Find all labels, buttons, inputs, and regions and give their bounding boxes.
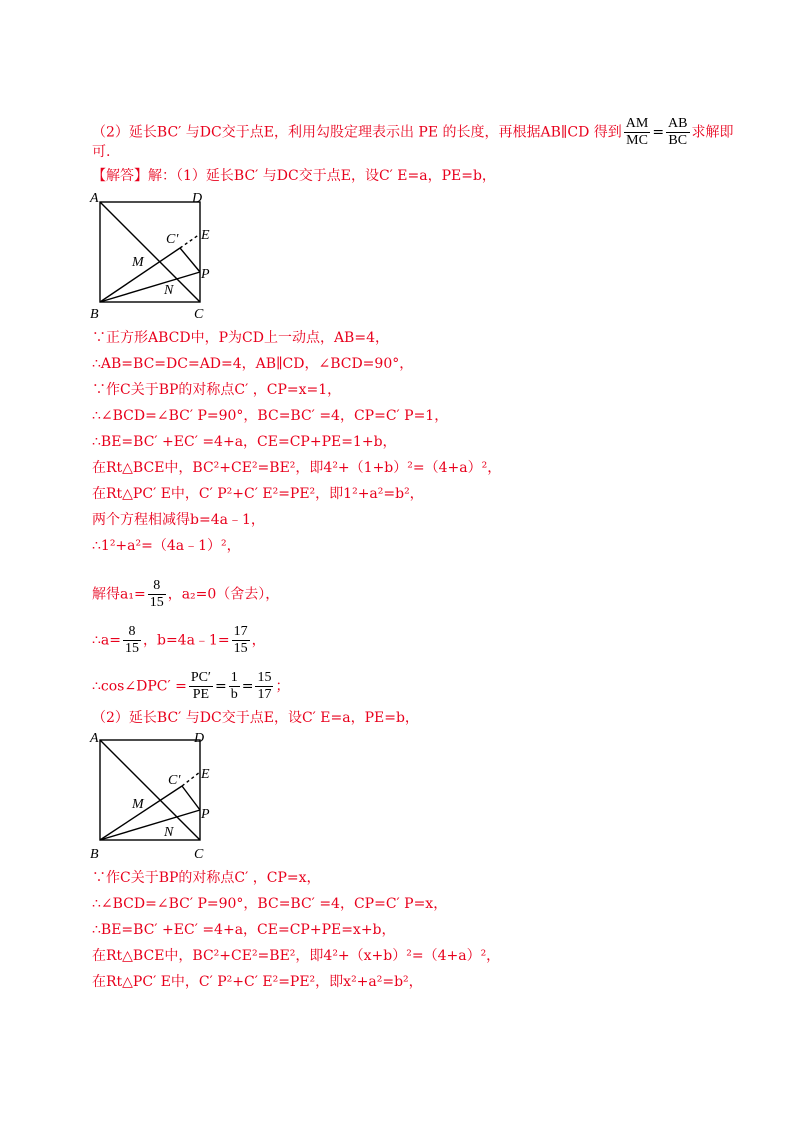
- fraction-numerator: 17: [233, 624, 248, 639]
- fraction-1-b: [229, 670, 240, 703]
- fraction-denominator: 17: [257, 687, 272, 702]
- text-segment: ，b=4a﹣1=: [142, 632, 230, 649]
- solution-line: ∴∠BCD=∠BC′ P=90°，BC=BC′ =4，CP=C′ P=x，: [92, 896, 448, 912]
- label-e: E: [201, 228, 210, 243]
- label-m: M: [132, 797, 144, 812]
- solution-line: ∵正方形ABCD中，P为CD上一动点，AB=4，: [92, 330, 389, 346]
- text-segment: ∴cos∠DPC′ =: [92, 678, 187, 695]
- answer-header: 【解答】解：（1）延长BC′ 与DC交于点E，设C′ E=a，PE=b，: [92, 168, 496, 184]
- solution-line: ∵作C关于BP的对称点C′ ，CP=x，: [92, 870, 321, 886]
- solution-line: （2）延长BC′ 与DC交于点E，设C′ E=a，PE=b，: [92, 710, 419, 726]
- label-c: C: [194, 847, 204, 862]
- solution-line: 在Rt△BCE中，BC²+CE²=BE²，即4²+（1+b）²=（4+a）²，: [92, 460, 502, 476]
- solution-line: 两个方程相减得b=4a﹣1，: [92, 512, 265, 528]
- label-d: D: [194, 731, 205, 746]
- fraction-numerator: AB: [668, 116, 688, 131]
- solution-line: ∴cos∠DPC′ = $\frac{PC'}{PE}$ = $\frac{1}{b}$ = $\frac{15}{17}$ ；: [92, 670, 290, 702]
- text-segment: 解得a₁=: [92, 586, 146, 603]
- fraction-denominator: PE: [192, 687, 210, 702]
- segment-c-prime-e: [180, 234, 200, 248]
- label-a: A: [90, 191, 99, 206]
- label-e: E: [201, 767, 210, 782]
- fraction-8-15: [123, 624, 141, 657]
- label-m: M: [132, 255, 144, 270]
- solution-line: 可.: [92, 144, 111, 160]
- label-c-prime: C′: [166, 232, 179, 247]
- fraction-numerator: AM: [625, 116, 649, 131]
- solution-line: 在Rt△PC′ E中，C′ P²+C′ E²=PE²，即1²+a²=b²，: [92, 486, 424, 502]
- square-figure-2: [88, 728, 228, 868]
- solution-line: 在Rt△PC′ E中，C′ P²+C′ E²=PE²，即x²+a²=b²，: [92, 974, 423, 990]
- solution-line: ∴BE=BC′ +EC′ =4+a，CE=CP+PE=x+b，: [92, 922, 396, 938]
- segment-c-prime-p: [180, 248, 200, 272]
- label-p: P: [201, 267, 210, 282]
- text-segment: 求解即: [691, 124, 734, 141]
- solution-line: ∴BE=BC′ +EC′ =4+a，CE=CP+PE=1+b，: [92, 434, 397, 450]
- fraction-denominator: b: [230, 687, 238, 702]
- text-segment: ，a₂=0（舍去），: [167, 586, 280, 603]
- fraction-denominator: MC: [626, 133, 648, 148]
- label-d: D: [192, 191, 203, 206]
- label-a: A: [90, 731, 99, 746]
- fraction-numerator: 8: [148, 578, 166, 595]
- fraction-numerator: PC′: [190, 670, 211, 685]
- fraction-pc-pe: [189, 670, 213, 703]
- fraction-numerator: 15: [257, 670, 272, 685]
- fraction-ab-bc: [666, 116, 689, 149]
- fraction-denominator: 15: [149, 595, 164, 610]
- fraction-denominator: 15: [124, 641, 139, 656]
- solution-line: [92, 624, 266, 657]
- segment-c-prime-e: [182, 772, 200, 786]
- text-segment: ，: [251, 632, 266, 649]
- solution-line: 在Rt△BCE中，BC²+CE²=BE²，即4²+（x+b）²=（4+a）²，: [92, 948, 501, 964]
- label-c-prime: C′: [168, 773, 181, 788]
- text-segment: ∴a=: [92, 632, 121, 649]
- solution-line: ∴∠BCD=∠BC′ P=90°，BC=BC′ =4，CP=C′ P=1，: [92, 408, 449, 424]
- label-n: N: [164, 825, 174, 840]
- fraction-denominator: BC: [668, 133, 688, 148]
- fraction-denominator: 15: [233, 641, 248, 656]
- fraction-numerator: 1: [230, 670, 238, 685]
- label-n: N: [164, 283, 174, 298]
- label-c: C: [194, 307, 204, 322]
- square-figure-1: [88, 190, 228, 330]
- fraction-numerator: 8: [123, 624, 141, 641]
- label-b: B: [90, 307, 99, 322]
- text-segment: ；: [275, 678, 290, 695]
- equals-sign: =: [652, 124, 665, 141]
- fraction-17-15: [232, 624, 250, 657]
- fraction-am-mc: [624, 116, 651, 149]
- solution-line: [92, 116, 734, 149]
- segment-c-prime-p: [182, 786, 200, 810]
- solution-line: ∴AB=BC=DC=AD=4，AB∥CD，∠BCD=90°，: [92, 356, 414, 372]
- solution-line: [92, 578, 279, 611]
- solution-line: ∵作C关于BP的对称点C′ ，CP=x=1，: [92, 382, 342, 398]
- label-p: P: [201, 807, 210, 822]
- label-b: B: [90, 847, 99, 862]
- solution-line: ∴1²+a²=（4a﹣1）²，: [92, 538, 241, 554]
- fraction-8-15: [148, 578, 166, 611]
- text-segment: （2）延长BC′ 与DC交于点E，利用勾股定理表示出 PE 的长度，再根据AB∥CD 得到: [92, 124, 622, 141]
- fraction-15-17: [255, 670, 273, 703]
